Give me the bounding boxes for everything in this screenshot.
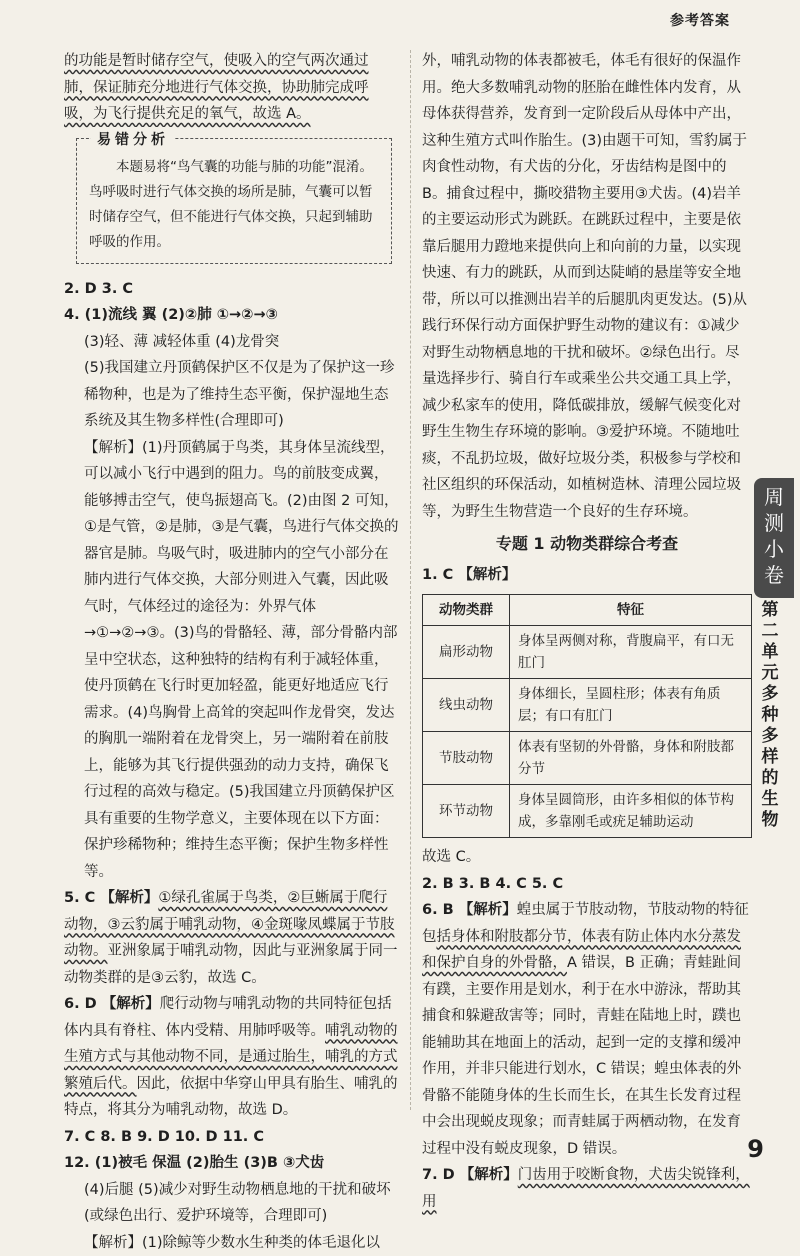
answers-2-3: 2. D 3. C bbox=[64, 276, 400, 303]
table-header: 特征 bbox=[510, 595, 752, 626]
table-cell-group: 环节动物 bbox=[423, 785, 510, 838]
unit-name: 多 种 多 样 的 生 物 bbox=[761, 684, 779, 831]
answers-2-5: 2. B 3. B 4. C 5. C bbox=[422, 871, 752, 898]
header-title: 参考答案 bbox=[670, 10, 730, 30]
answer-text-line: 肺，保证肺充分地进行气体交换，协助肺完成呼 bbox=[64, 75, 400, 102]
q6r-text: 蝗虫属于节肢动物，节肢动物的特征包 bbox=[422, 902, 749, 945]
table-cell-feature: 身体呈圆筒形，由许多相似的体节构成，多靠刚毛或疣足辅助运动 bbox=[510, 785, 752, 838]
q5-rest: 亚洲象属于哺乳动物，因此与亚洲象属于同一动物类群的是③云豹，故选 C。 bbox=[64, 943, 398, 986]
q7-answer bbox=[422, 1162, 752, 1215]
table-cell-group: 扁形动物 bbox=[423, 626, 510, 679]
table-row bbox=[423, 732, 752, 785]
answer-text-line: 的功能是暂时储存空气，使吸入的空气两次通过 bbox=[64, 48, 400, 75]
q6-head: 6. D 【解析】 bbox=[64, 996, 160, 1012]
side-unit-label bbox=[750, 600, 790, 831]
answer-text-line: 吸，为飞行提供充足的氧气，故选 A。 bbox=[64, 101, 400, 128]
table-cell-group: 节肢动物 bbox=[423, 732, 510, 785]
table-cell-group: 线虫动物 bbox=[423, 679, 510, 732]
q4-answer-line: 4. (1)流线 翼 (2)②肺 ①→②→③ bbox=[64, 302, 400, 329]
left-column bbox=[64, 48, 400, 1256]
q5-head: 5. C 【解析】 bbox=[64, 890, 158, 906]
q7-head: 7. D 【解析】 bbox=[422, 1167, 518, 1183]
error-analysis-box bbox=[76, 138, 392, 264]
q12-analysis-continued: 外，哺乳动物的体表都被毛，体毛有很好的保温作用。绝大多数哺乳动物的胚胎在雌性体内发育，从母体获得营养，发育到一定阶段后从母体中产出，这种生殖方式叫作胎生。(3)由题干可知，雪豹属于肉食性动物，有犬齿的分化，牙齿结构是图中的 B。捕食过程中，撕咬猎物主要用③犬齿。(4)岩羊的主要运动形式为跳跃。在跳跃过程中，主要是依靠后腿用力蹬地来提供向上和向前的力量，以实现快速、有力的跳跃，从而到达陡峭的悬崖等安全地带，所以可以推测出岩羊的后腿肌肉更发达。(5)从践行环保行动方面保护野生动物的建议有：①减少对野生动物栖息地的干扰和破坏。②绿色出行。尽量选择步行、骑自行车或乘坐公共交通工具上学，减少私家车的使用，降低碳排放，缓解气候变化对野生生物生存环境的影响。③爱护环境。不随地吐痰，不乱扔垃圾，做好垃圾分类，积极参与学校和社区组织的环保活动，如植树造林、清理公园垃圾等，为野生生物营造一个良好的生存环境。 bbox=[422, 48, 752, 525]
q6r-text: A 错误，B 正确；青蛙趾间有蹼，主要作用是划水，利于在水中游泳，帮助其捕食和躲避敌害等；同时，青蛙在陆地上时，蹼也能辅助其在地面上的活动，起到一定的支撑和缓冲作用，并非只能进行划水，C 错误；蝗虫体表的外骨骼不能随身体的生长而生长，在其生长发育过程中会出现蜕皮现象；而青蛙属于两栖动物，在发育过程中没有蜕皮现象，D 错误。 bbox=[422, 955, 741, 1157]
table-header-row bbox=[423, 595, 752, 626]
table-cell-feature: 身体细长，呈圆柱形；体表有角质层；有口有肛门 bbox=[510, 679, 752, 732]
table-cell-feature: 体表有坚韧的外骨骼，身体和附肢都分节 bbox=[510, 732, 752, 785]
table-row bbox=[423, 626, 752, 679]
table-row bbox=[423, 785, 752, 838]
q12-answer-line: 12. (1)被毛 保温 (2)胎生 (3)B ③犬齿 bbox=[64, 1150, 400, 1177]
q6-answer bbox=[64, 991, 400, 1124]
answers-7-11: 7. C 8. B 9. D 10. D 11. C bbox=[64, 1124, 400, 1151]
page-number: 9 bbox=[747, 1135, 764, 1163]
q6-text: 爬行动物与哺乳动物的共同特征包括体内具有脊柱、体内受精、用肺呼吸等。 bbox=[64, 996, 392, 1039]
q6-text: 因此，依据中华穿山甲具有胎生、哺乳的特点，将其分为哺乳动物，故选 D。 bbox=[64, 1076, 398, 1119]
animal-group-table bbox=[422, 594, 752, 838]
q4-answer-line: (5)我国建立丹顶鹤保护区不仅是为了保护这一珍稀物种，也是为了维持生态平衡，保护湿地生态系统及其生物多样性(合理即可) bbox=[64, 355, 400, 435]
table-row bbox=[423, 679, 752, 732]
error-analysis-title: 易错分析 bbox=[91, 127, 175, 154]
column-divider bbox=[410, 50, 411, 1110]
q5-answer bbox=[64, 885, 400, 991]
q4-analysis: 【解析】(1)丹顶鹤属于鸟类，其身体呈流线型，可以减小飞行中遇到的阻力。鸟的前肢变成翼，能够搏击空气，使鸟振翅高飞。(2)由图 2 可知，①是气管，②是肺，③是气囊，鸟进行气体交换的器官是肺。鸟吸气时，吸进肺内的空气小部分在肺内进行气体交换，大部分则进入气囊，因此吸气时，气体经过的途径为：外界气体→①→②→③。(3)鸟的骨骼轻、薄，部分骨骼内部呈中空状态，这种独特的结构有利于减轻体重，使丹顶鹤在飞行时更加轻盈，能更好地适应飞行需求。(4)鸟胸骨上高耸的突起叫作龙骨突，发达的胸肌一端附着在龙骨突上，另一端附着在前肢上，能够为其飞行提供强劲的动力支持，确保飞行过程的高效与稳定。(5)我国建立丹顶鹤保护区具有重要的生物学意义，主要体现在以下方面：保护珍稀物种；维持生态平衡；保护生物多样性等。 bbox=[64, 435, 400, 886]
table-header: 动物类群 bbox=[423, 595, 510, 626]
table-cell-feature: 身体呈两侧对称，背腹扁平，有口无肛门 bbox=[510, 626, 752, 679]
q6r-head: 6. B 【解析】 bbox=[422, 902, 517, 918]
right-column bbox=[422, 48, 752, 1215]
q6-right-answer bbox=[422, 897, 752, 1162]
section-title: 专题 1 动物类群综合考查 bbox=[422, 531, 752, 558]
q7-highlight: 门齿用于咬断食物，犬齿尖锐锋利，用 bbox=[422, 1167, 750, 1210]
q12-analysis: 【解析】(1)除鲸等少数水生种类的体毛退化以 bbox=[64, 1230, 400, 1256]
q6r-highlight: 括身体和附肢都分节，体表有防止体内水分蒸发和保护自身的外骨骼， bbox=[422, 929, 741, 972]
q12-answer-line: (4)后腿 (5)减少对野生动物栖息地的干扰和破坏(或绿色出行、爱护环境等，合理即可) bbox=[64, 1177, 400, 1230]
q5-highlight: ①绿孔雀属于鸟类，②巨蜥属于爬行动物，③云豹属于哺乳动物，④金斑喙凤蝶属于节肢动物。 bbox=[64, 890, 395, 959]
q1-tail: 故选 C。 bbox=[422, 844, 752, 871]
error-analysis-body: 本题易将“鸟气囊的功能与肺的功能”混淆。鸟呼吸时进行气体交换的场所是肺，气囊可以暂时储存空气，但不能进行气体交换，只起到辅助呼吸的作用。 bbox=[89, 155, 379, 255]
unit-number: 第 二 单 元 bbox=[761, 600, 779, 684]
q6-highlight: 哺乳动物的生殖方式与其他动物不同，是通过胎生，哺乳的方式繁殖后代。 bbox=[64, 1023, 398, 1092]
side-tab-weekly-quiz: 周 测 小 卷 bbox=[754, 478, 794, 598]
q1-head: 1. C 【解析】 bbox=[422, 562, 752, 589]
q4-answer-line: (3)轻、薄 减轻体重 (4)龙骨突 bbox=[64, 329, 400, 356]
